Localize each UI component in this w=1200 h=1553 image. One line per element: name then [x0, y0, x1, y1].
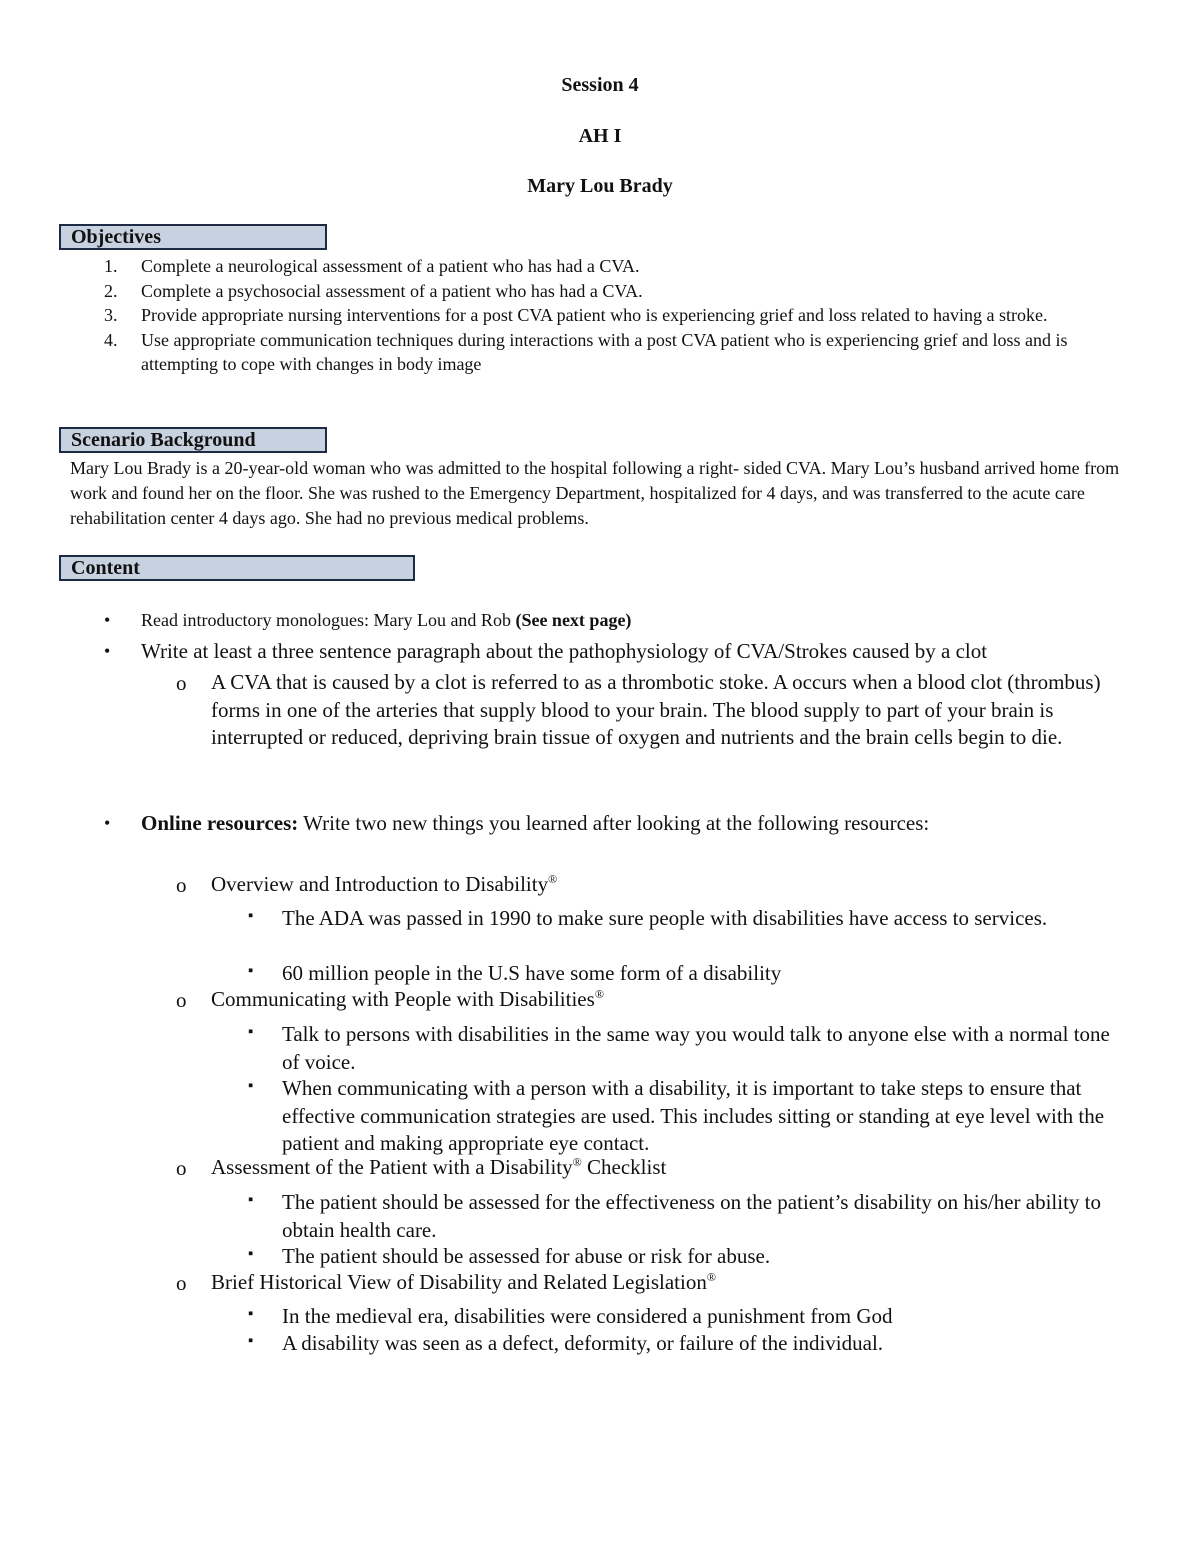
square-marker: ▪	[248, 1333, 254, 1349]
write-paragraph-prompt: Write at least a three sentence paragraph about the pathophysiology of CVA/Strokes caused by a clot	[141, 639, 988, 663]
online-resources-prompt	[141, 811, 929, 836]
square-marker: ▪	[248, 963, 254, 979]
resource-note: When communicating with a person with a disability, it is important to take steps to ensure that effective communication strategies are used. This includes sitting or standing at eye level with the patient and making appropriate eye contact.	[282, 1076, 1105, 1155]
resource-title-suffix: Checklist	[581, 1155, 667, 1179]
square-marker: ▪	[248, 1024, 254, 1040]
bullet-marker: •	[104, 641, 111, 661]
resource-note: In the medieval era, disabilities were considered a punishment from God	[282, 1304, 893, 1328]
objective-item	[0, 279, 1126, 304]
objective-item	[0, 254, 1126, 279]
resource-note: The patient should be assessed for the effectiveness on the patient’s disability on his/her ability to obtain health care.	[282, 1190, 1102, 1242]
scenario-text: Mary Lou Brady is a 20-year-old woman who was admitted to the hospital following a right- sided CVA. Mary Lou’s husband arrived home from work and found her on the floor. She was rushed to the Emergency Department, hospitalized for 4 days, and was transferred to the acute care rehabilitation center 4 days ago. She had no previous medical problems.	[70, 458, 1120, 528]
resource-title-text: Overview and Introduction to Disability	[211, 872, 549, 896]
objective-text: Complete a neurological assessment of a patient who has had a CVA.	[141, 256, 640, 276]
square-marker: ▪	[248, 1078, 254, 1094]
resource-title	[211, 987, 604, 1012]
objective-number: 1.	[104, 256, 118, 276]
registered-mark: ®	[706, 1270, 716, 1284]
resource-title-text: Brief Historical View of Disability and Related Legislation	[211, 1270, 707, 1294]
objectives-list	[0, 254, 1200, 377]
objective-text: Provide appropriate nursing interventions for a post CVA patient who is experiencing grief and loss related to having a stroke.	[141, 305, 1048, 325]
resource-title-text: Communicating with People with Disabilities	[211, 987, 595, 1011]
read-monologues-text: Read introductory monologues: Mary Lou and Rob	[141, 610, 516, 630]
online-resources-text: Write two new things you learned after looking at the following resources:	[298, 811, 930, 835]
scenario-heading: Scenario Background	[59, 427, 327, 453]
circle-marker: o	[176, 1156, 187, 1180]
resource-title	[211, 872, 557, 897]
pathophysiology-answer: A CVA that is caused by a clot is referred to as a thrombotic stoke. A occurs when a blood clot (thrombus) forms in one of the arteries that supply blood to your brain. The blood supply to part of your brain is interrupted or reduced, depriving brain tissue of oxygen and nutrients and the brain cells begin to die.	[211, 670, 1101, 749]
registered-mark: ®	[548, 872, 558, 886]
circle-marker: o	[176, 988, 187, 1012]
objective-item	[0, 328, 1126, 377]
bullet-marker: •	[104, 610, 111, 630]
see-next-page-note: (See next page)	[515, 610, 632, 630]
objective-text: Complete a psychosocial assessment of a patient who has had a CVA.	[141, 280, 643, 301]
square-marker: ▪	[248, 1192, 254, 1208]
objective-text: Use appropriate communication techniques during interactions with a post CVA patient who is experiencing grief and loss and is attempting to cope with changes in body image	[141, 329, 1068, 374]
resource-note: The ADA was passed in 1990 to make sure people with disabilities have access to services.	[282, 906, 1048, 930]
read-monologues-item	[141, 610, 631, 631]
square-marker: ▪	[248, 1246, 254, 1262]
square-marker: ▪	[248, 1306, 254, 1322]
circle-marker: o	[176, 671, 187, 695]
resource-note: Talk to persons with disabilities in the same way you would talk to anyone else with a normal tone of voice.	[282, 1022, 1110, 1074]
square-marker: ▪	[248, 908, 254, 924]
resource-title	[211, 1155, 666, 1180]
resource-note: 60 million people in the U.S have some form of a disability	[282, 961, 782, 985]
resource-title	[211, 1270, 716, 1295]
session-title: Session 4	[561, 74, 639, 96]
objective-item	[0, 303, 1126, 328]
resource-note: The patient should be assessed for abuse or risk for abuse.	[282, 1244, 771, 1268]
content-heading: Content	[59, 555, 415, 581]
course-title: AH I	[578, 125, 622, 147]
bullet-marker: •	[104, 813, 111, 833]
registered-mark: ®	[572, 1155, 582, 1169]
circle-marker: o	[176, 873, 187, 897]
patient-name-title: Mary Lou Brady	[527, 175, 673, 197]
resource-title-text: Assessment of the Patient with a Disability	[211, 1155, 573, 1179]
registered-mark: ®	[594, 987, 604, 1001]
circle-marker: o	[176, 1271, 187, 1295]
objective-number: 3.	[104, 305, 118, 325]
objective-number: 4.	[104, 329, 118, 350]
objective-number: 2.	[104, 280, 118, 301]
online-resources-label: Online resources:	[141, 811, 299, 835]
resource-note: A disability was seen as a defect, deformity, or failure of the individual.	[282, 1331, 884, 1355]
objectives-heading: Objectives	[59, 224, 327, 250]
